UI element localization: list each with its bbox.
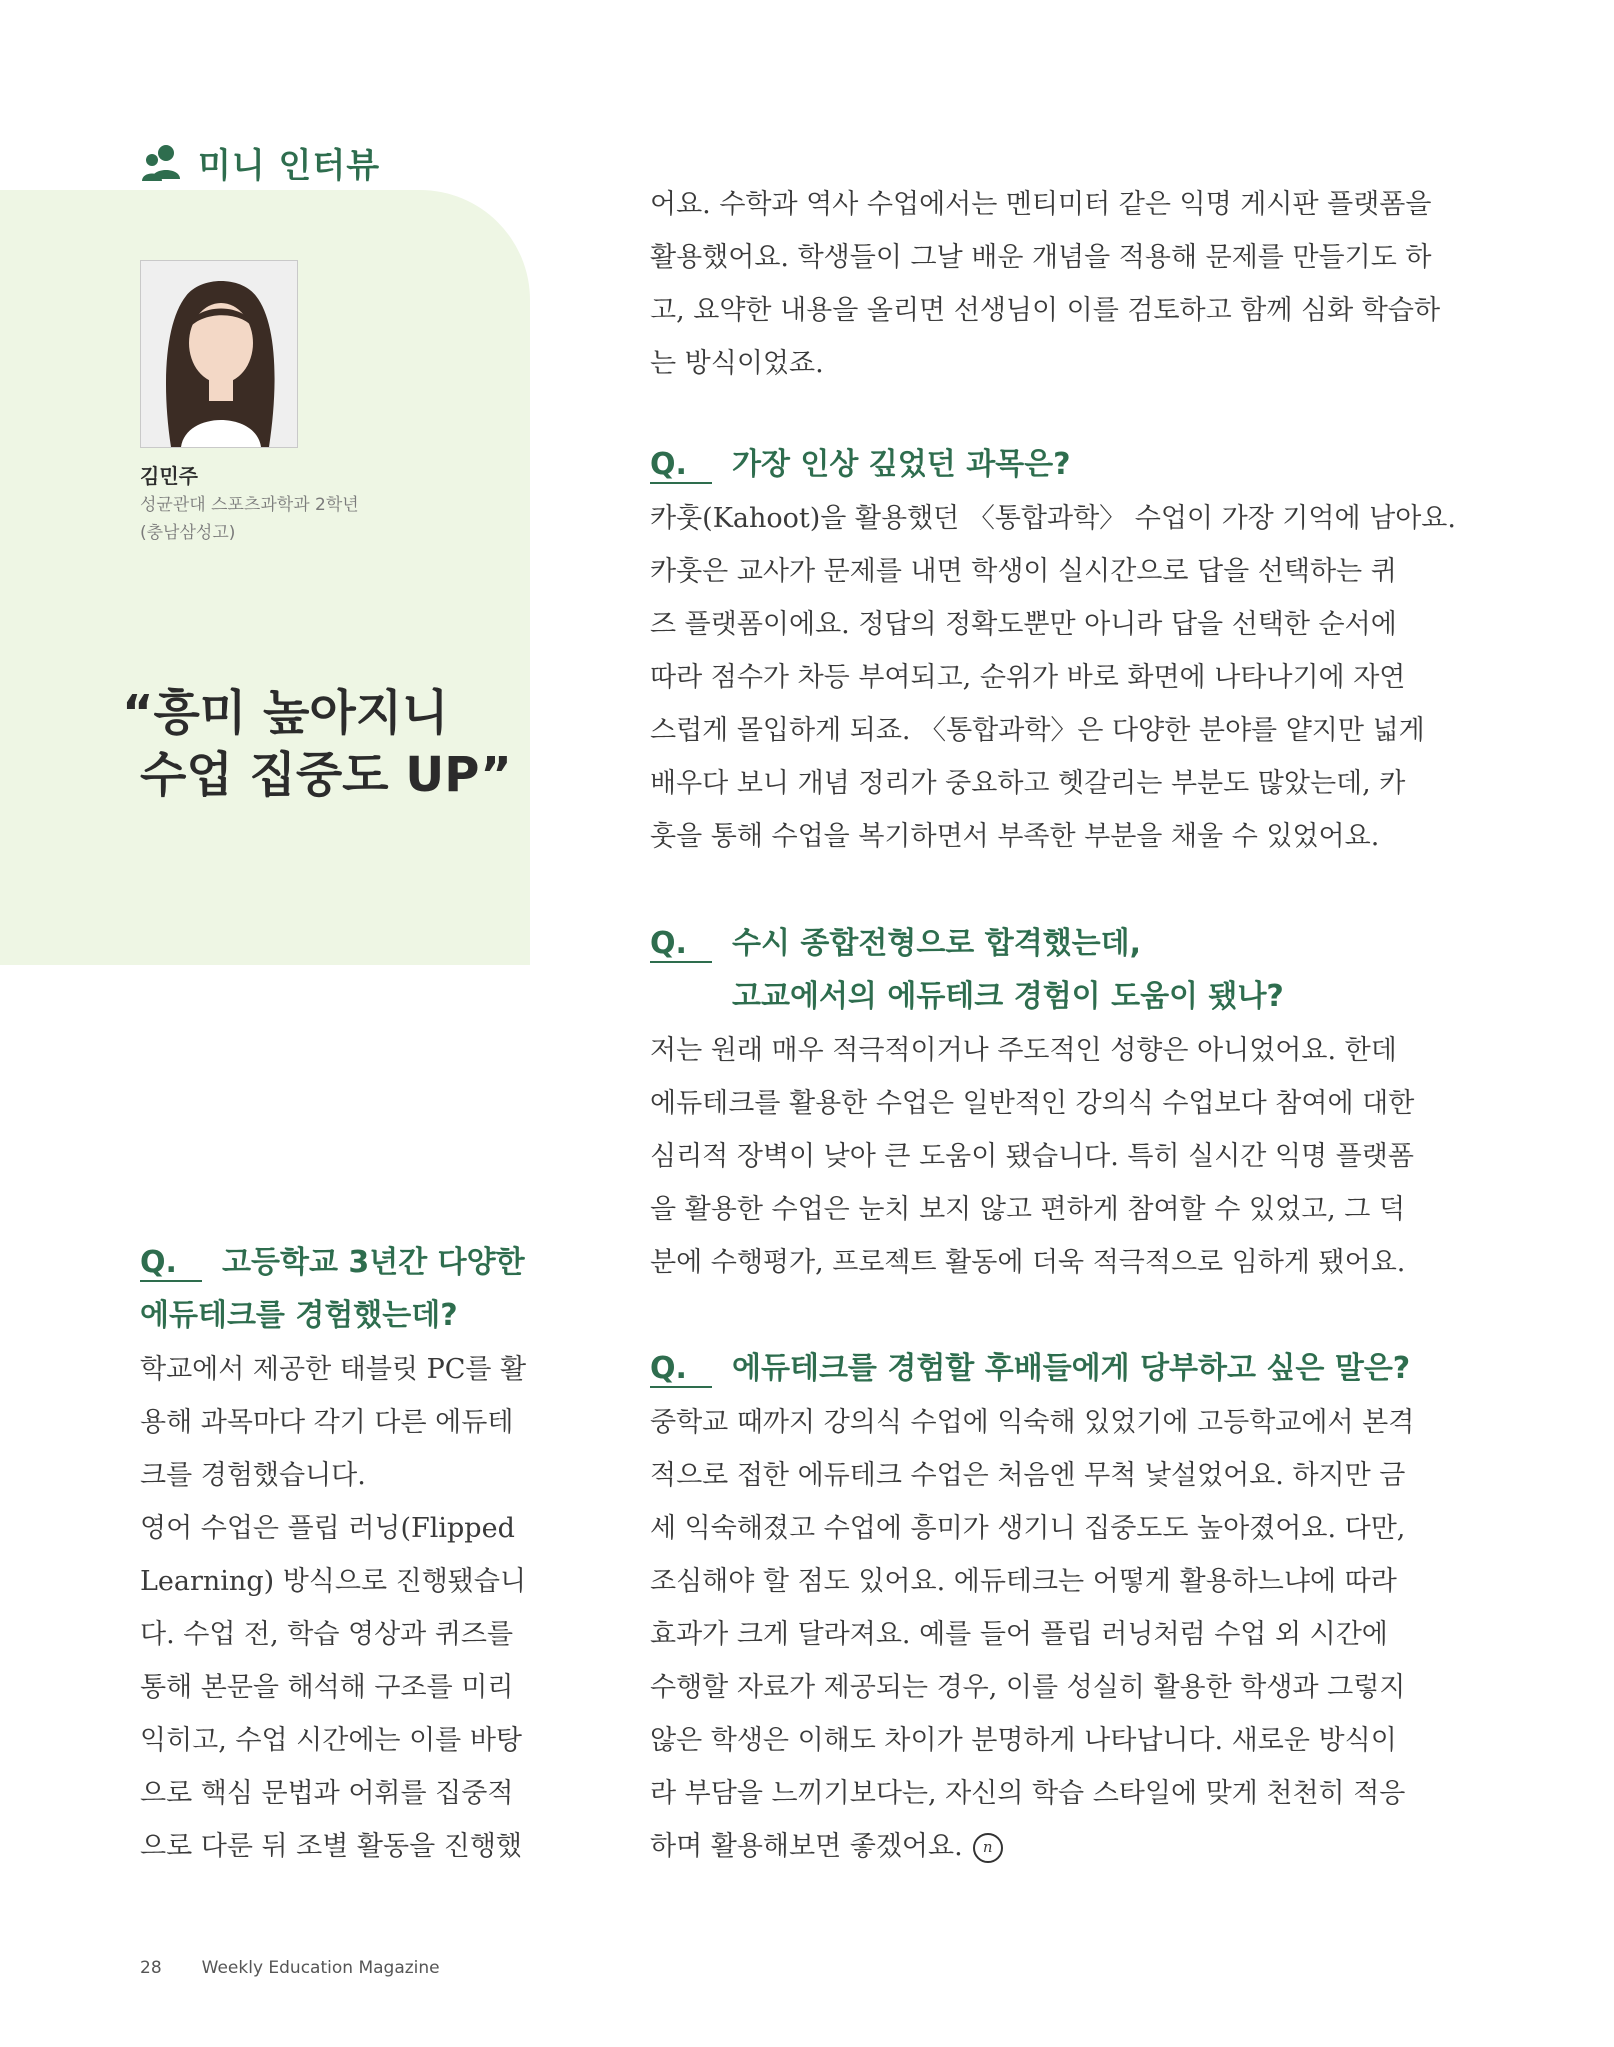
answer-line: 분에 수행평가, 프로젝트 활동에 더욱 적극적으로 임하게 됐어요. [650,1247,1406,1278]
answer-line: 적으로 접한 에듀테크 수업은 처음엔 무척 낯설었어요. 하지만 금 [650,1460,1406,1491]
page-footer [140,1958,440,1978]
answer-line: 영어 수업은 플립 러닝(Flipped [140,1513,515,1544]
answer-line: 저는 원래 매우 적극적이거나 주도적인 성향은 아니었어요. 한데 [650,1035,1397,1066]
answer-line: 으로 다룬 뒤 조별 활동을 진행했 [140,1831,522,1862]
answer-line: 않은 학생은 이해도 차이가 분명하게 나타납니다. 새로운 방식이 [650,1725,1397,1756]
answer-4 [650,1396,1414,1873]
answer-line: 조심해야 할 점도 있어요. 에듀테크는 어떻게 활용하느냐에 따라 [650,1566,1397,1597]
answer-line: 통해 본문을 해석해 구조를 미리 [140,1672,514,1703]
question-mark-label: Q. [650,927,712,963]
answer-line: 카훗은 교사가 문제를 내면 학생이 실시간으로 답을 선택하는 퀴 [650,556,1397,587]
interviewee-affiliation: 성균관대 스포츠과학과 2학년 [140,495,359,515]
pull-quote [122,682,512,806]
answer-line: 라 부담을 느끼기보다는, 자신의 학습 스타일에 맞게 천천히 적응 [650,1778,1406,1809]
answer-line: 어요. 수학과 역사 수업에서는 멘티미터 같은 익명 게시판 플랫폼을 [650,189,1432,220]
question-mark-label: Q. [650,448,712,484]
question-4 [650,1342,1410,1395]
question-2 [650,438,1071,491]
page-number: 28 [140,1958,162,1978]
answer-line: 훗을 통해 수업을 복기하면서 부족한 부분을 채울 수 있었어요. [650,821,1380,852]
answer-line: 카훗(Kahoot)을 활용했던 〈통합과학〉 수업이 가장 기억에 남아요. [650,503,1456,534]
interviewee-school: (충남삼성고) [140,523,236,543]
question-text: 에듀테크를 경험할 후배들에게 당부하고 싶은 말은? [732,1351,1411,1386]
answer-line: 에듀테크를 활용한 수업은 일반적인 강의식 수업보다 참여에 대한 [650,1088,1415,1119]
answer-line: 하며 활용해보면 좋겠어요. [650,1831,963,1862]
answer-line: 학교에서 제공한 태블릿 PC를 활 [140,1354,527,1385]
magazine-name: Weekly Education Magazine [201,1958,440,1978]
answer-line: 용해 과목마다 각기 다른 에듀테 [140,1407,514,1438]
interview-people-icon [140,141,184,185]
question-3 [650,917,1284,1023]
answer-line: 크를 경험했습니다. [140,1460,366,1491]
answer-line: 효과가 크게 달라져요. 예를 들어 플립 러닝처럼 수업 외 시간에 [650,1619,1388,1650]
answer-1 [140,1343,526,1873]
pull-quote-line: 수업 집중도 UP” [140,747,512,803]
answer-line: 고, 요약한 내용을 올리면 선생님이 이를 검토하고 함께 심화 학습하 [650,295,1441,326]
portrait-image [141,261,297,447]
question-text: 수시 종합전형으로 합격했는데, [732,926,1142,961]
answer-line: 배우다 보니 개념 정리가 중요하고 헷갈리는 부분도 많았는데, 카 [650,768,1406,799]
answer-line: 수행할 자료가 제공되는 경우, 이를 성실히 활용한 학생과 그렇지 [650,1672,1406,1703]
answer-1-continuation [650,178,1440,390]
answer-line: 심리적 장벽이 낮아 큰 도움이 됐습니다. 특히 실시간 익명 플랫폼 [650,1141,1414,1172]
question-mark-label: Q. [650,1352,712,1388]
answer-line: 중학교 때까지 강의식 수업에 익숙해 있었기에 고등학교에서 본격 [650,1407,1415,1438]
question-text: 가장 인상 깊었던 과목은? [732,447,1071,482]
question-text: 에듀테크를 경험했는데? [140,1298,458,1333]
answer-line: 는 방식이었죠. [650,348,824,379]
answer-3 [650,1024,1414,1289]
answer-line: 다. 수업 전, 학습 영상과 퀴즈를 [140,1619,514,1650]
answer-line: 익히고, 수업 시간에는 이를 바탕 [140,1725,522,1756]
question-mark-label: Q. [140,1246,202,1282]
answer-line: 세 익숙해졌고 수업에 흥미가 생기니 집중도도 높아졌어요. 다만, [650,1513,1406,1544]
end-mark-icon: n [973,1833,1003,1863]
pull-quote-line: “흥미 높아지니 [122,685,449,741]
question-text: 고등학교 3년간 다양한 [222,1245,525,1280]
answer-line: Learning) 방식으로 진행됐습니 [140,1566,527,1597]
answer-line: 으로 핵심 문법과 어휘를 집중적 [140,1778,514,1809]
answer-line: 을 활용한 수업은 눈치 보지 않고 편하게 참여할 수 있었고, 그 덕 [650,1194,1406,1225]
question-1 [140,1236,525,1342]
answer-2 [650,492,1456,863]
interviewee-name: 김민주 [140,464,198,488]
question-text: 고교에서의 에듀테크 경험이 도움이 됐나? [732,979,1284,1014]
profile-photo [140,260,298,448]
answer-line: 스럽게 몰입하게 되죠. 〈통합과학〉은 다양한 분야를 얕지만 넓게 [650,715,1425,746]
section-header [140,138,380,187]
section-title: 미니 인터뷰 [198,146,381,186]
answer-line: 따라 점수가 차등 부여되고, 순위가 바로 화면에 나타나기에 자연 [650,662,1406,693]
answer-line: 즈 플랫폼이에요. 정답의 정확도뿐만 아니라 답을 선택한 순서에 [650,609,1397,640]
answer-line: 활용했어요. 학생들이 그날 배운 개념을 적용해 문제를 만들기도 하 [650,242,1432,273]
